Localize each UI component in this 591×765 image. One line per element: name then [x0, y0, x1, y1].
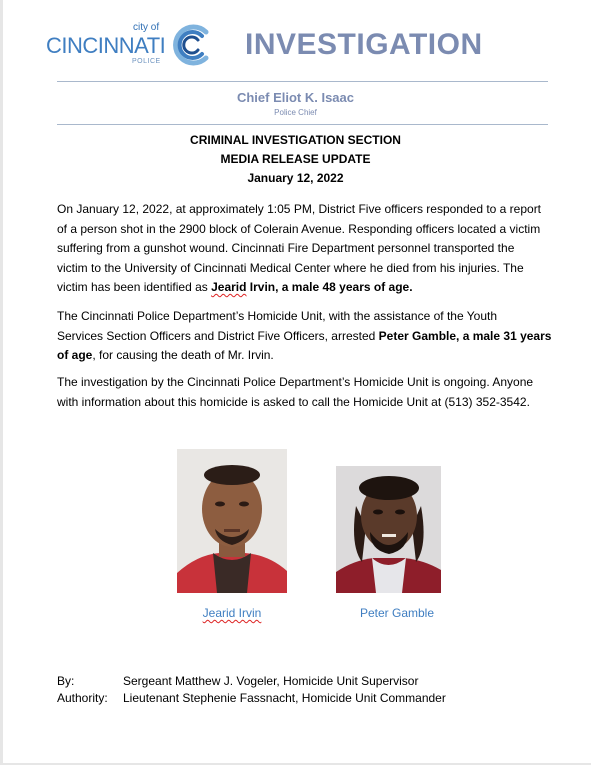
logo-department: POLICE [132, 58, 161, 65]
arrest-text: Services Section Officers and District Five Officers, arrested [57, 328, 379, 343]
paragraph-line: The investigation by the Cincinnati Police Department’s Homicide Unit is ongoing. Anyone [57, 375, 534, 389]
release-type: MEDIA RELEASE UPDATE [220, 152, 371, 166]
suspect-portrait-image [336, 466, 441, 593]
paragraph-line [57, 278, 557, 298]
cincinnati-police-logo [44, 22, 214, 70]
chief-title: Police Chief [274, 108, 317, 117]
paragraph-contact [57, 373, 557, 412]
authority-label: Authority: [57, 691, 108, 705]
victim-photo [177, 449, 287, 593]
paragraph-line [57, 327, 557, 347]
paragraph-line: victim to the University of Cincinnati Medical Center where he died from his injuries. The [57, 260, 524, 275]
arrest-reason: , for causing the death of Mr. Irvin. [92, 348, 274, 362]
chief-name: Chief Eliot K. Isaac [236, 90, 355, 105]
by-value: Sergeant Matthew J. Vogeler, Homicide Unit Supervisor [123, 674, 419, 688]
header-divider-bottom [57, 124, 548, 125]
suspect-photo-caption: Peter Gamble [359, 606, 435, 620]
suspect-description: Peter Gamble, a male 31 years [378, 328, 552, 343]
paragraph-line: with information about this homicide is asked to call the Homicide Unit at (513) 352-3542. [57, 394, 530, 409]
suspect-age-end: of age [57, 348, 93, 362]
victim-description: Irvin, a male 48 years of age. [246, 280, 413, 294]
paragraph-line: suffering from a gunshot wound. Cincinnati Fire Department personnel transported the [57, 241, 515, 255]
paragraph-incident [57, 200, 557, 298]
paragraph-line [57, 346, 557, 366]
by-label: By: [57, 674, 75, 688]
suspect-photo [336, 466, 441, 593]
paragraph-line: On January 12, 2022, at approximately 1:05 PM, District Five officers responded to a report [57, 202, 542, 216]
paragraph-line: The Cincinnati Police Department’s Homicide Unit, with the assistance of the Youth [57, 309, 498, 323]
paragraph-line: of a person shot in the 2900 block of Colerain Avenue. Responding officers located a victim [57, 221, 541, 236]
release-section: CRIMINAL INVESTIGATION SECTION [190, 133, 401, 147]
cincinnati-c-logo-icon [168, 22, 214, 68]
paragraph-arrest [57, 307, 557, 366]
victim-photo-caption [177, 606, 287, 620]
logo-city-name: CINCINNATI [46, 33, 166, 58]
authority-value: Lieutenant Stephenie Fassnacht, Homicide Unit Commander [123, 691, 446, 705]
victim-portrait-image [177, 449, 287, 593]
document-type-heading: INVESTIGATION [245, 28, 483, 61]
release-date: January 12, 2022 [247, 171, 344, 185]
victim-caption-text: Jearid Irvin [202, 606, 262, 620]
victim-prefix: victim has been identified as [57, 280, 212, 294]
header-divider-top [57, 81, 548, 82]
victim-first-name: Jearid [211, 280, 247, 294]
logo-city-of-text: city of [133, 22, 160, 33]
